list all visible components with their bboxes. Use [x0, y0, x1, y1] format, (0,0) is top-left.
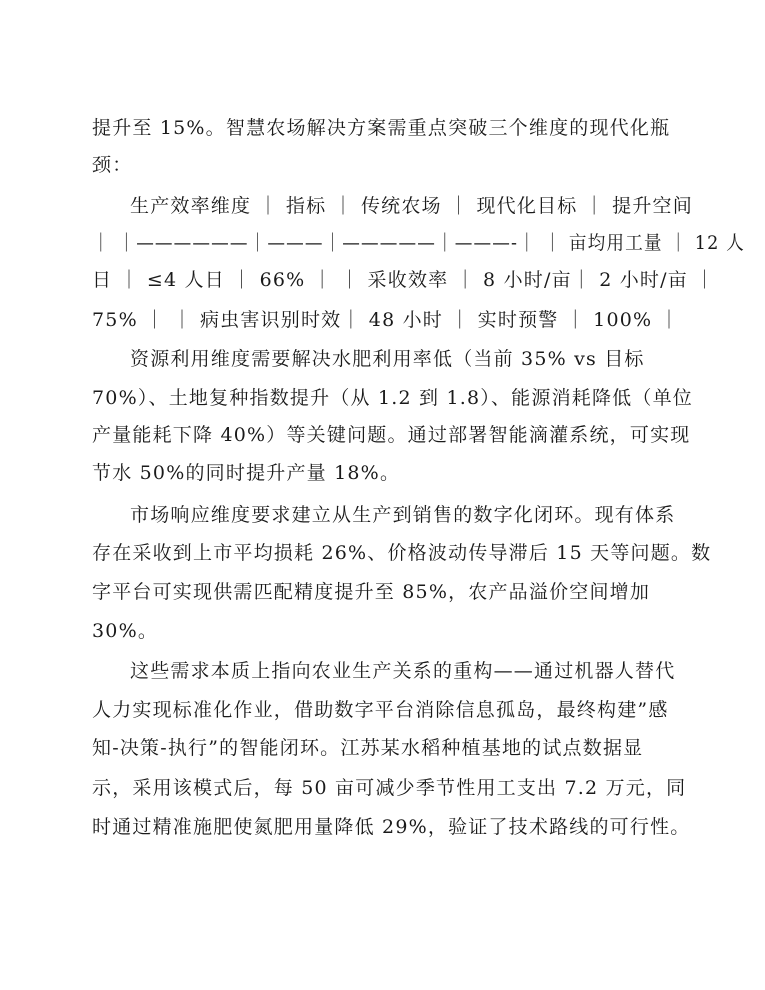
text-line: 字平台可实现供需匹配精度提升至 85%，农产品溢价空间增加	[92, 581, 651, 603]
text-line: 75% ｜ ｜ 病虫害识别时效｜ 48 小时 ｜ 实时预警 ｜ 100% ｜	[92, 309, 680, 331]
text-line: 市场响应维度要求建立从生产到销售的数字化闭环。现有体系	[130, 504, 676, 526]
text-line: 70%）、土地复种指数提升（从 1.2 到 1.8）、能源消耗降低（单位	[92, 387, 693, 409]
text-line: 时通过精准施肥使氮肥用量降低 29%，验证了技术路线的可行性。	[92, 816, 691, 838]
text-line: 颈：	[92, 154, 133, 176]
text-line: 人力实现标准化作业，借助数字平台消除信息孤岛，最终构建”感	[92, 699, 669, 721]
text-line: 这些需求本质上指向农业生产关系的重构——通过机器人替代	[130, 660, 676, 682]
text-line: 节水 50%的同时提升产量 18%。	[92, 462, 401, 484]
text-line: 日 ｜ ≤4 人日 ｜ 66% ｜ ｜ 采收效率 ｜ 8 小时/亩｜ 2 小时/亩 ｜	[92, 269, 716, 291]
text-line: 提升至 15%。智慧农场解决方案需重点突破三个维度的现代化瓶	[92, 117, 671, 139]
text-line: 30%。	[92, 620, 159, 642]
text-line: 示，采用该模式后，每 50 亩可减少季节性用工支出 7.2 万元，同	[92, 777, 687, 799]
text-line: 产量能耗下降 40%）等关键问题。通过部署智能滴灌系统，可实现	[92, 424, 691, 446]
text-line: 生产效率维度 ｜ 指标 ｜ 传统农场 ｜ 现代化目标 ｜ 提升空间	[130, 195, 693, 217]
text-line: ｜ ｜——————｜———｜—————｜———-｜ ｜ 亩均用工量 ｜ 12 人	[92, 232, 745, 254]
text-line: 资源利用维度需要解决水肥利用率低（当前 35% vs 目标	[130, 348, 645, 370]
text-line: 存在采收到上市平均损耗 26%、价格波动传导滞后 15 天等问题。数	[92, 542, 712, 564]
text-line: 知-决策-执行”的智能闭环。江苏某水稻种植基地的试点数据显	[92, 737, 644, 759]
